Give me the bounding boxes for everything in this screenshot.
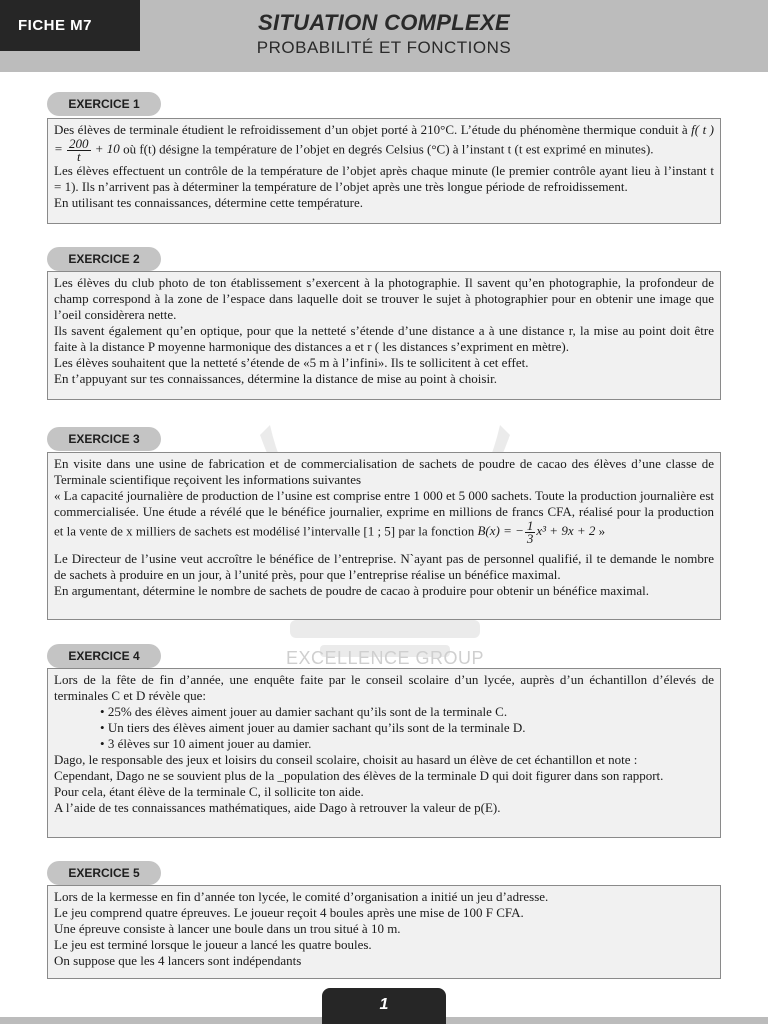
exercise-2-paragraph-1: Les élèves du club photo de ton établissement s’exercent à la photographie. Il savent qu’en photographie, la profondeur de champ correspond à la zone de l’espace dans laquelle doit se trouver le sujet à photographier pour en obtenir une image que l’oeil considèrera nette. (54, 275, 714, 322)
exercise-3-label: EXERCICE 3 (47, 427, 161, 451)
formula-b-rhs: x³ + 9x + 2 (536, 523, 596, 539)
formula-b-fraction (525, 520, 536, 545)
exercise-2-box (47, 271, 721, 400)
formula-f-fraction (67, 138, 91, 163)
list-item: • 3 élèves sur 10 aiment jouer au damier. (100, 736, 714, 752)
exercise-1-box (47, 118, 721, 224)
exercise-4-label: EXERCICE 4 (47, 644, 161, 668)
exercise-4-paragraph-2: Dago, le responsable des jeux et loisirs du conseil scolaire, choisit au hasard un élève de cet échantillon et note : (54, 752, 638, 767)
exercise-3-text-a: « La capacité journalière de production de l’usine est comprise entre 1 000 et 5 000 sachets. Toute la production journalière est commercialisée. Une étude a révélé que le bénéfice journalier, exprime en millions de francs CFA, réalisé pour la production et la vente de x milliers de sachets est modélisé l’intervalle [1 ; 5] par la fonction (54, 488, 714, 539)
exercise-4-paragraph-3: Cependant, Dago ne se souvient plus de la _population des élèves de la terminale D qui doit figurer dans son rapport. (54, 768, 664, 783)
page-title: SITUATION COMPLEXE (258, 10, 510, 35)
exercise-4-paragraph-1: Lors de la fête de fin d’année, une enquête faite par le conseil scolaire d’un lycée, auprès d’un échantillon d’élevés de terminales C et D révèle que: (54, 672, 714, 703)
exercise-5-paragraph-3: Une épreuve consiste à lancer une boule dans un trou situé à 10 m. (54, 921, 401, 936)
exercise-5-paragraph-5: On suppose que les 4 lancers sont indépendants (54, 953, 302, 968)
formula-f-denominator: t (76, 149, 81, 164)
exercise-1-label: EXERCICE 1 (47, 92, 161, 116)
exercise-3-question: En argumentant, détermine le nombre de sachets de poudre de cacao à produire pour obtenir un bénéfice maximal. (54, 583, 649, 598)
formula-f-lhs: f( t ) = (54, 122, 714, 157)
exercise-3-text-b: » (595, 523, 606, 539)
watermark-text: EXCELLENCE GROUP (285, 648, 485, 668)
exercise-5-paragraph-2: Le jeu comprend quatre épreuves. Le joueur reçoit 4 boules après une mise de 100 F CFA. (54, 905, 524, 920)
exercise-3-paragraph-3: Le Directeur de l’usine veut accroître le bénéfice de l’entreprise. N`ayant pas de personnel qualifié, il te demande le nombre de sachets à produire en un jour, à l’unité près, pour que l’entreprise réalise un bénéfice maximal. (54, 551, 714, 582)
exercise-2-paragraph-3: Les élèves souhaitent que la netteté s’étende de «5 m à l’infini». Ils te sollicitent à cet effet. (54, 355, 529, 370)
formula-b (477, 518, 596, 546)
formula-f-numerator: 200 (69, 136, 89, 151)
exercise-2-question: En t’appuyant sur tes connaissances, détermine la distance de mise au point à choisir. (54, 371, 497, 386)
exercise-3-box (47, 452, 721, 620)
list-item: • Un tiers des élèves aiment jouer au damier sachant qu’ils sont de la terminale D. (100, 720, 714, 736)
exercise-4-question: A l’aide de tes connaissances mathématiques, aide Dago à retrouver la valeur de p(E). (54, 800, 501, 815)
formula-b-lhs: B(x) = − (477, 523, 524, 539)
exercise-4-box (47, 668, 721, 838)
page-number: 1 (322, 988, 446, 1024)
exercise-3-quote (54, 488, 714, 545)
formula-f-rhs: + 10 (91, 141, 120, 157)
list-item: • 25% des élèves aiment jouer au damier sachant qu’ils sont de la terminale C. (100, 704, 714, 720)
exercise-1-intro (54, 122, 714, 163)
exercise-5-paragraph-1: Lors de la kermesse en fin d’année ton lycée, le comité d’organisation a initié un jeu d’adresse. (54, 889, 549, 904)
exercise-5-box (47, 885, 721, 979)
exercise-1-text-a: Des élèves de terminale étudient le refroidissement d’un objet porté à 210°C. L’étude du phénomène thermique conduit à (54, 122, 692, 137)
exercise-1-paragraph-2: Les élèves effectuent un contrôle de la température de l’objet après chaque minute (le premier contrôle ayant lieu à l’instant t = 1). Ils n’arrivent pas à déterminer la température de l’objet après une très longue période de refroidissement. (54, 163, 714, 194)
page-header (0, 0, 768, 72)
formula-b-denominator: 3 (526, 531, 534, 546)
formula-b-numerator: 1 (526, 518, 534, 533)
exercise-1-question: En utilisant tes connaissances, détermine cette température. (54, 195, 363, 210)
exercise-4-bullet-list (54, 704, 714, 752)
exercise-2-paragraph-2: Ils savent également qu’en optique, pour que la netteté s’étende d’une distance a à une distance r, la mise au point doit être faite à la distance P moyenne harmonique des distances a et r ( les distances s’expriment en mètre). (54, 323, 714, 354)
fiche-label: FICHE M7 (0, 0, 140, 51)
exercise-3-paragraph-1: En visite dans une usine de fabrication et de commercialisation de sachets de poudre de cacao des élèves d’une classe de Terminale scientifique reçoivent les informations suivantes (54, 456, 714, 487)
exercise-5-paragraph-4: Le jeu est terminé lorsque le joueur a lancé les quatre boules. (54, 937, 372, 952)
exercise-2-label: EXERCICE 2 (47, 247, 161, 271)
exercise-5-label: EXERCICE 5 (47, 861, 161, 885)
exercise-1-text-b: où f(t) désigne la température de l’objet en degrés Celsius (°C) à l’instant t (t est exprimé en minutes). (119, 141, 654, 157)
exercise-4-paragraph-4: Pour cela, étant élève de la terminale C, il sollicite ton aide. (54, 784, 364, 799)
page-subtitle: PROBABILITÉ ET FONCTIONS (256, 38, 512, 57)
